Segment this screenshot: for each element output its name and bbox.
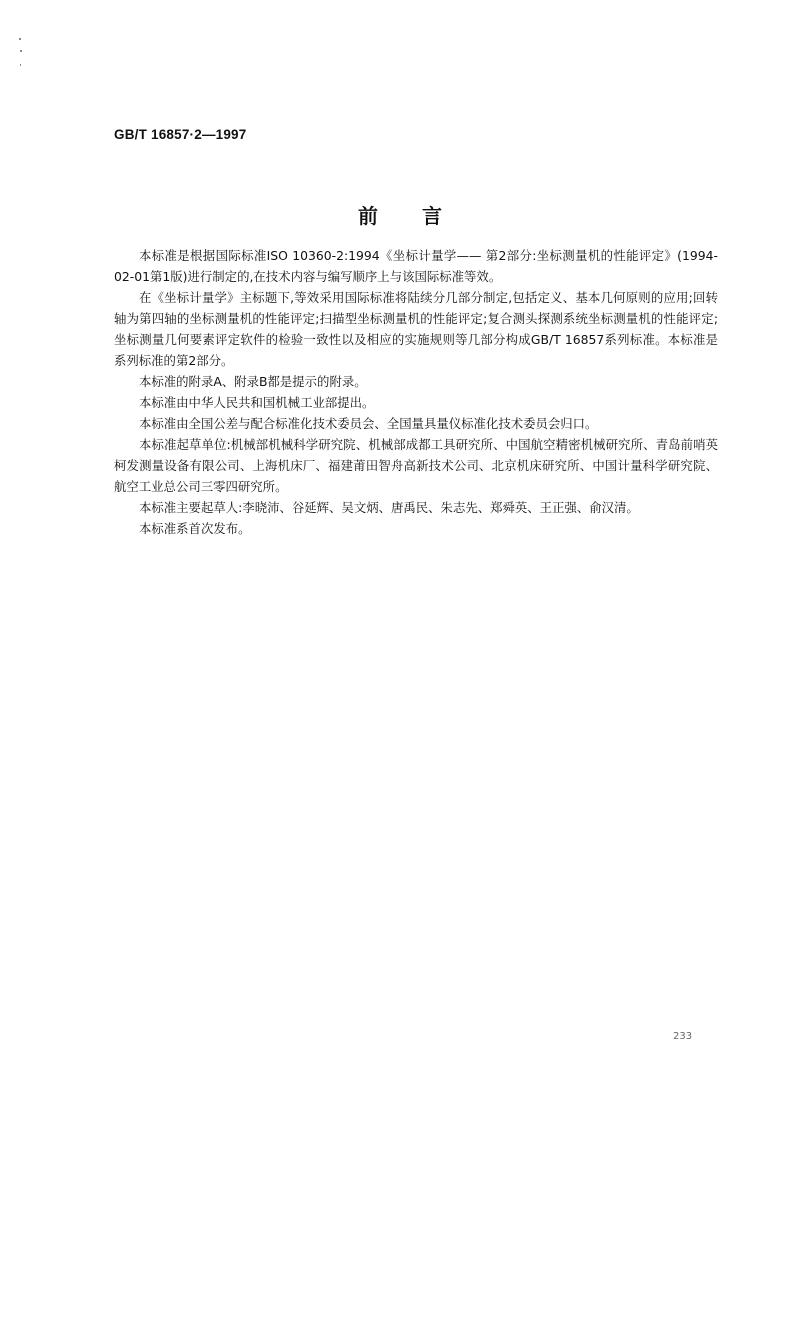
scan-speck	[19, 38, 21, 40]
page-number: 233	[673, 1031, 693, 1042]
scan-speck	[20, 50, 22, 52]
standard-code-header: GB/T 16857·2—1997	[114, 127, 247, 142]
paragraph: 本标准是根据国际标准ISO 10360-2:1994《坐标计量学—— 第2部分:坐标测量机的性能评定》(1994-02-01第1版)进行制定的,在技术内容与编写顺序上与该国际标准等效。	[114, 248, 718, 284]
paragraph: 本标准由全国公差与配合标准化技术委员会、全国量具量仪标准化技术委员会归口。	[139, 416, 598, 431]
paragraph: 本标准主要起草人:李晓沛、谷延辉、吴文炳、唐禹民、朱志先、郑舜英、王正强、俞汉清。	[139, 500, 639, 515]
paragraph: 本标准系首次发布。	[139, 521, 251, 536]
page-title: 前言	[358, 204, 486, 228]
paragraph: 本标准的附录A、附录B都是提示的附录。	[139, 374, 367, 389]
paragraph: 在《坐标计量学》主标题下,等效采用国际标准将陆续分几部分制定,包括定义、基本几何原则的应用;回转轴为第四轴的坐标测量机的性能评定;扫描型坐标测量机的性能评定;复合测头探测系统坐标测量机的性能评定;坐标测量几何要素评定软件的检验一致性以及相应的实施规则等几部分构成GB/T 16857系列标准。本标准是系列标准的第2部分。	[114, 290, 718, 368]
paragraph: 本标准起草单位:机械部机械科学研究院、机械部成都工具研究所、中国航空精密机械研究所、青岛前哨英柯发测量设备有限公司、上海机床厂、福建莆田智舟高新技术公司、北京机床研究所、中国计量科学研究院、航空工业总公司三零四研究所。	[114, 437, 718, 494]
foreword-body	[114, 245, 718, 539]
paragraph: 本标准由中华人民共和国机械工业部提出。	[139, 395, 375, 410]
scan-speck	[20, 64, 21, 66]
